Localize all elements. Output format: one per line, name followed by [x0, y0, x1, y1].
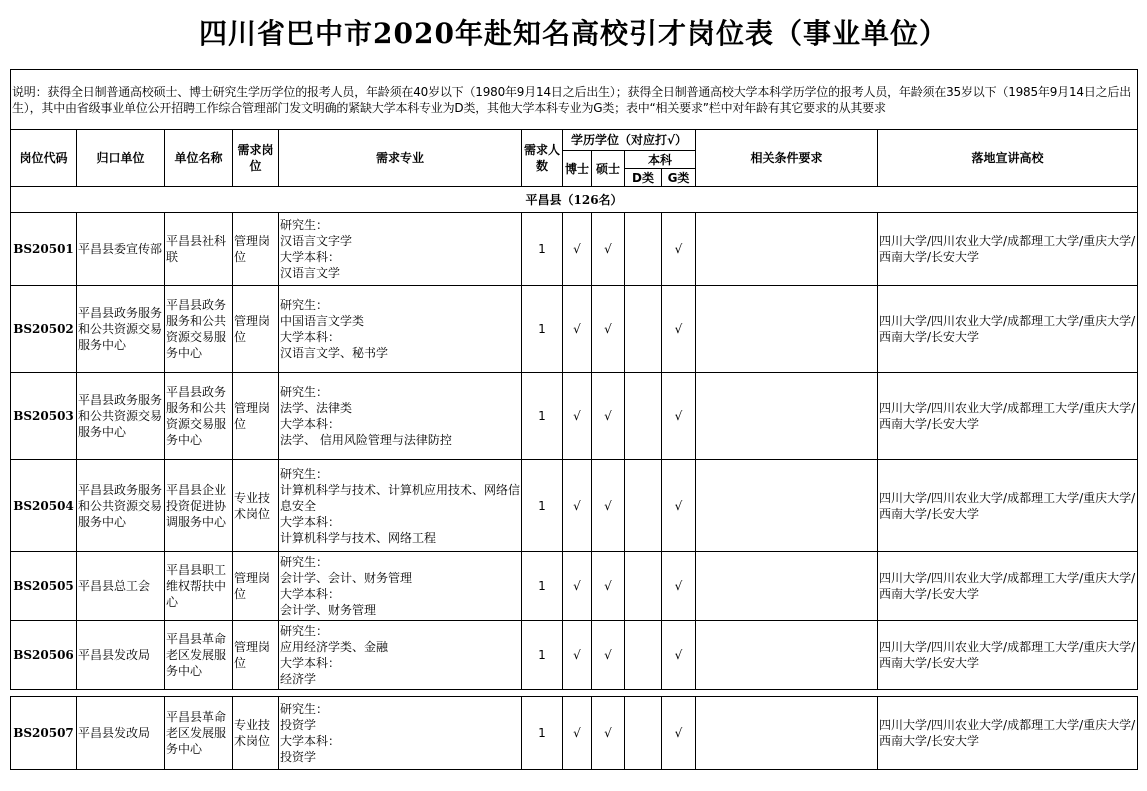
requirements-cell: [696, 697, 878, 770]
header-phd: 博士: [563, 151, 592, 187]
region-header: 平昌县（126名）: [11, 187, 1138, 213]
unit-name-cell: 平昌县革命老区发展服务中心: [165, 697, 233, 770]
master-check: √: [592, 286, 625, 373]
unit-name-cell: 平昌县社科联: [165, 213, 233, 286]
phd-check: √: [563, 373, 592, 460]
count-cell: 1: [522, 286, 563, 373]
phd-check: √: [563, 286, 592, 373]
header-dept: 归口单位: [77, 130, 165, 187]
major-cell: [279, 621, 522, 690]
master-check: √: [592, 213, 625, 286]
d-class-check: [625, 552, 662, 621]
note-text: 说明：获得全日制普通高校硕士、博士研究生学历学位的报考人员，年龄须在40岁以下（1980年9月14日之后出生）；获得全日制普通高校大学本科学历学位的报考人员，年龄须在35岁以下（1985年9月14日之后出生），其中由省级事业单位公开招聘工作综合管理部门发文明确的紧缺大学本科专业为D类，其他大学本科专业为G类；表中“相关要求”栏中对年龄有其它要求的从其要求: [11, 70, 1138, 130]
post-type-cell: 管理岗位: [233, 552, 279, 621]
major-line: 法学、 信用风险管理与法律防控: [280, 433, 452, 447]
master-check: √: [592, 552, 625, 621]
position-code: BS20505: [11, 552, 77, 621]
major-line: 大学本科：: [280, 656, 341, 670]
header-bachelor: 本科: [625, 151, 696, 169]
header-master: 硕士: [592, 151, 625, 187]
post-type-cell: 管理岗位: [233, 621, 279, 690]
major-cell: [279, 460, 522, 552]
position-code: BS20504: [11, 460, 77, 552]
post-type-cell: 专业技术岗位: [233, 460, 279, 552]
major-line: 法学、法律类: [280, 401, 353, 415]
table-row: [11, 552, 1138, 621]
d-class-check: [625, 697, 662, 770]
major-line: 会计学、财务管理: [280, 603, 377, 617]
major-line: 大学本科：: [280, 330, 341, 344]
d-class-check: [625, 213, 662, 286]
major-line: 研究生：: [280, 702, 329, 716]
major-line: 大学本科：: [280, 250, 341, 264]
requirements-cell: [696, 460, 878, 552]
department-cell: 平昌县发改局: [77, 621, 165, 690]
header-campus: 落地宣讲高校: [878, 130, 1138, 187]
major-line: 大学本科：: [280, 734, 341, 748]
count-cell: 1: [522, 552, 563, 621]
header-major: 需求专业: [279, 130, 522, 187]
requirements-cell: [696, 213, 878, 286]
g-class-check: √: [662, 213, 696, 286]
unit-name-cell: 平昌县政务服务和公共资源交易服务中心: [165, 373, 233, 460]
major-line: 计算机科学与技术、网络工程: [280, 530, 437, 545]
d-class-check: [625, 373, 662, 460]
d-class-check: [625, 621, 662, 690]
major-line: 汉语言文学、秘书学: [280, 346, 389, 360]
count-cell: 1: [522, 213, 563, 286]
major-cell: [279, 213, 522, 286]
count-cell: 1: [522, 697, 563, 770]
g-class-check: √: [662, 621, 696, 690]
header-code: 岗位代码: [11, 130, 77, 187]
g-class-check: √: [662, 373, 696, 460]
table-row: [11, 460, 1138, 552]
master-check: √: [592, 697, 625, 770]
requirements-cell: [696, 552, 878, 621]
unit-name-cell: 平昌县企业投资促进协调服务中心: [165, 460, 233, 552]
count-cell: 1: [522, 460, 563, 552]
major-line: 汉语言文字学: [280, 234, 353, 248]
post-type-cell: 专业技术岗位: [233, 697, 279, 770]
major-cell: [279, 286, 522, 373]
campus-cell: 四川大学/四川农业大学/成都理工大学/重庆大学/西南大学/长安大学: [878, 697, 1138, 770]
header-post: 需求岗位: [233, 130, 279, 187]
recruitment-table: [10, 69, 1138, 770]
header-count: 需求人数: [522, 130, 563, 187]
section-gap: [11, 690, 1138, 697]
major-line: 大学本科：: [280, 587, 341, 601]
department-cell: 平昌县委宣传部: [77, 213, 165, 286]
department-cell: 平昌县政务服务和公共资源交易服务中心: [77, 373, 165, 460]
unit-name-cell: 平昌县革命老区发展服务中心: [165, 621, 233, 690]
major-line: 投资学: [280, 750, 317, 764]
phd-check: √: [563, 213, 592, 286]
major-line: 应用经济学类、金融: [280, 640, 389, 654]
g-class-check: √: [662, 286, 696, 373]
position-code: BS20502: [11, 286, 77, 373]
major-cell: [279, 697, 522, 770]
major-line: 大学本科：: [280, 417, 341, 431]
major-line: 经济学: [280, 672, 317, 686]
phd-check: √: [563, 621, 592, 690]
major-line: 研究生：: [280, 385, 329, 399]
department-cell: 平昌县政务服务和公共资源交易服务中心: [77, 460, 165, 552]
master-check: √: [592, 460, 625, 552]
g-class-check: √: [662, 552, 696, 621]
department-cell: 平昌县总工会: [77, 552, 165, 621]
major-line: 研究生：: [280, 466, 329, 481]
unit-name-cell: 平昌县职工维权帮扶中心: [165, 552, 233, 621]
header-req: 相关条件要求: [696, 130, 878, 187]
campus-cell: 四川大学/四川农业大学/成都理工大学/重庆大学/西南大学/长安大学: [878, 213, 1138, 286]
page-title: 四川省巴中市2020年赴知名高校引才岗位表（事业单位）: [199, 17, 948, 50]
master-check: √: [592, 621, 625, 690]
major-line: 汉语言文学: [280, 266, 341, 280]
post-type-cell: 管理岗位: [233, 373, 279, 460]
d-class-check: [625, 460, 662, 552]
campus-cell: 四川大学/四川农业大学/成都理工大学/重庆大学/西南大学/长安大学: [878, 373, 1138, 460]
department-cell: 平昌县发改局: [77, 697, 165, 770]
position-code: BS20507: [11, 697, 77, 770]
major-line: 计算机科学与技术、计算机应用技术、网络信息安全: [280, 482, 521, 513]
master-check: √: [592, 373, 625, 460]
table-row: [11, 621, 1138, 690]
major-cell: [279, 552, 522, 621]
post-type-cell: 管理岗位: [233, 286, 279, 373]
campus-cell: 四川大学/四川农业大学/成都理工大学/重庆大学/西南大学/长安大学: [878, 286, 1138, 373]
table-row: [11, 697, 1138, 770]
section-gap-cell: [11, 690, 1138, 697]
major-line: 大学本科：: [280, 514, 341, 529]
department-cell: 平昌县政务服务和公共资源交易服务中心: [77, 286, 165, 373]
header-g-class: G类: [662, 169, 696, 187]
header-d-class: D类: [625, 169, 662, 187]
campus-cell: 四川大学/四川农业大学/成都理工大学/重庆大学/西南大学/长安大学: [878, 621, 1138, 690]
phd-check: √: [563, 697, 592, 770]
phd-check: √: [563, 460, 592, 552]
position-code: BS20506: [11, 621, 77, 690]
campus-cell: 四川大学/四川农业大学/成都理工大学/重庆大学/西南大学/长安大学: [878, 552, 1138, 621]
requirements-cell: [696, 621, 878, 690]
header-degree: 学历学位（对应打√）: [563, 130, 696, 151]
requirements-cell: [696, 286, 878, 373]
major-line: 中国语言文学类: [280, 314, 365, 328]
d-class-check: [625, 286, 662, 373]
major-line: 研究生：: [280, 298, 329, 312]
position-code: BS20501: [11, 213, 77, 286]
major-line: 研究生：: [280, 624, 329, 638]
table-row: [11, 286, 1138, 373]
g-class-check: √: [662, 697, 696, 770]
phd-check: √: [563, 552, 592, 621]
table-row: [11, 213, 1138, 286]
major-line: 会计学、会计、财务管理: [280, 571, 413, 585]
unit-name-cell: 平昌县政务服务和公共资源交易服务中心: [165, 286, 233, 373]
header-unit: 单位名称: [165, 130, 233, 187]
requirements-cell: [696, 373, 878, 460]
g-class-check: √: [662, 460, 696, 552]
major-line: 研究生：: [280, 218, 329, 232]
major-line: 研究生：: [280, 555, 329, 569]
count-cell: 1: [522, 373, 563, 460]
position-code: BS20503: [11, 373, 77, 460]
count-cell: 1: [522, 621, 563, 690]
table-row: [11, 373, 1138, 460]
post-type-cell: 管理岗位: [233, 213, 279, 286]
campus-cell: 四川大学/四川农业大学/成都理工大学/重庆大学/西南大学/长安大学: [878, 460, 1138, 552]
major-line: 投资学: [280, 718, 317, 732]
major-cell: [279, 373, 522, 460]
